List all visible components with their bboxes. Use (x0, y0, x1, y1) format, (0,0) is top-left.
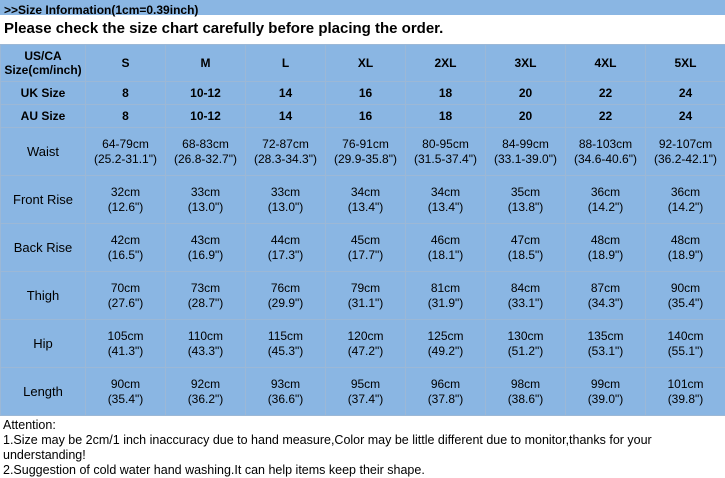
measure-inch: (41.3") (87, 344, 164, 359)
measure-cm: 64-79cm (87, 137, 164, 152)
uk-size-value: 22 (566, 82, 646, 105)
table-row (1, 176, 725, 224)
measure-cell (566, 272, 646, 320)
measure-cell (86, 272, 166, 320)
measure-cell (406, 176, 486, 224)
measure-cell (86, 224, 166, 272)
measure-inch: (39.8") (647, 392, 724, 407)
measure-inch: (53.1") (567, 344, 644, 359)
measure-cm: 45cm (327, 233, 404, 248)
measure-cm: 32cm (87, 185, 164, 200)
measure-cell (566, 368, 646, 416)
measure-cm: 120cm (327, 329, 404, 344)
uk-size-value: 24 (646, 82, 725, 105)
measure-cell (246, 128, 326, 176)
measure-cell (566, 224, 646, 272)
measure-cm: 115cm (247, 329, 324, 344)
measure-cell (486, 176, 566, 224)
measure-cm: 34cm (327, 185, 404, 200)
measure-cm: 99cm (567, 377, 644, 392)
measure-inch: (39.0") (567, 392, 644, 407)
measure-cell (406, 128, 486, 176)
measure-cell (246, 176, 326, 224)
measure-cm: 90cm (87, 377, 164, 392)
measure-cm: 84cm (487, 281, 564, 296)
measure-inch: (36.6") (247, 392, 324, 407)
table-row (1, 128, 725, 176)
measure-inch: (47.2") (327, 344, 404, 359)
measure-cm: 36cm (647, 185, 724, 200)
size-header-5xl: 5XL (646, 45, 725, 82)
measure-cell (646, 368, 725, 416)
measure-cell (166, 176, 246, 224)
table-row (1, 368, 725, 416)
measure-cell (486, 128, 566, 176)
measure-cell (406, 272, 486, 320)
measure-inch: (55.1") (647, 344, 724, 359)
au-size-value: 10-12 (166, 105, 246, 128)
measure-label: Front Rise (1, 176, 86, 224)
measure-inch: (26.8-32.7") (167, 152, 244, 167)
measure-cell (646, 128, 725, 176)
measure-cell (406, 320, 486, 368)
measure-inch: (31.9") (407, 296, 484, 311)
measure-cm: 84-99cm (487, 137, 564, 152)
size-header-2xl: 2XL (406, 45, 486, 82)
measure-cm: 96cm (407, 377, 484, 392)
uk-size-value: 10-12 (166, 82, 246, 105)
measure-cm: 68-83cm (167, 137, 244, 152)
measure-inch: (16.9") (167, 248, 244, 263)
measure-cell (406, 224, 486, 272)
measure-cell (646, 272, 725, 320)
measure-cell (326, 224, 406, 272)
measure-inch: (45.3") (247, 344, 324, 359)
measure-cm: 79cm (327, 281, 404, 296)
measure-cm: 98cm (487, 377, 564, 392)
measure-cm: 70cm (87, 281, 164, 296)
measure-cm: 90cm (647, 281, 724, 296)
measure-cm: 101cm (647, 377, 724, 392)
attention-note-2: 2.Suggestion of cold water hand washing.It can help items keep their shape. (3, 463, 722, 478)
measure-cm: 47cm (487, 233, 564, 248)
measure-inch: (37.8") (407, 392, 484, 407)
measure-cm: 35cm (487, 185, 564, 200)
size-header-l: L (246, 45, 326, 82)
measure-cm: 33cm (167, 185, 244, 200)
measure-cell (86, 320, 166, 368)
measure-cm: 76cm (247, 281, 324, 296)
measure-inch: (13.4") (327, 200, 404, 215)
measure-inch: (25.2-31.1") (87, 152, 164, 167)
measure-inch: (34.6-40.6") (567, 152, 644, 167)
measure-inch: (31.5-37.4") (407, 152, 484, 167)
measure-cm: 34cm (407, 185, 484, 200)
measure-cm: 80-95cm (407, 137, 484, 152)
measure-cm: 43cm (167, 233, 244, 248)
measure-inch: (51.2") (487, 344, 564, 359)
measure-cell (86, 368, 166, 416)
measure-cell (566, 176, 646, 224)
measure-cm: 87cm (567, 281, 644, 296)
measure-label: Length (1, 368, 86, 416)
size-information-banner: >>Size Information(1cm=0.39inch) (0, 0, 725, 15)
measure-cm: 88-103cm (567, 137, 644, 152)
measure-cell (166, 272, 246, 320)
measure-inch: (16.5") (87, 248, 164, 263)
measure-label: Back Rise (1, 224, 86, 272)
measure-cell (246, 224, 326, 272)
au-size-value: 24 (646, 105, 725, 128)
attention-title: Attention: (3, 418, 722, 433)
table-row (1, 224, 725, 272)
measure-cm: 110cm (167, 329, 244, 344)
measure-cm: 130cm (487, 329, 564, 344)
measure-cell (486, 320, 566, 368)
measure-inch: (18.5") (487, 248, 564, 263)
measure-cell (486, 272, 566, 320)
size-header-xl: XL (326, 45, 406, 82)
measure-cell (486, 368, 566, 416)
measure-cm: 48cm (567, 233, 644, 248)
size-chart-table (0, 44, 725, 416)
measure-cell (86, 176, 166, 224)
attention-note-1: 1.Size may be 2cm/1 inch inaccuracy due to hand measure,Color may be little different due to monitor,thanks for your understanding! (3, 433, 722, 463)
measure-cell (646, 320, 725, 368)
table-corner-label (1, 45, 86, 82)
measure-cm: 81cm (407, 281, 484, 296)
measure-cell (406, 368, 486, 416)
measure-cell (566, 320, 646, 368)
measure-cm: 42cm (87, 233, 164, 248)
measure-cell (86, 128, 166, 176)
measure-inch: (49.2") (407, 344, 484, 359)
measure-cm: 95cm (327, 377, 404, 392)
measure-inch: (13.0") (167, 200, 244, 215)
table-row (1, 320, 725, 368)
measure-inch: (33.1-39.0") (487, 152, 564, 167)
measure-inch: (17.7") (327, 248, 404, 263)
measure-cell (646, 224, 725, 272)
measure-cell (646, 176, 725, 224)
measure-inch: (18.1") (407, 248, 484, 263)
table-header-row (1, 45, 725, 82)
uk-size-value: 18 (406, 82, 486, 105)
measure-inch: (13.0") (247, 200, 324, 215)
size-header-m: M (166, 45, 246, 82)
measure-inch: (33.1") (487, 296, 564, 311)
measure-cell (326, 272, 406, 320)
measure-cm: 36cm (567, 185, 644, 200)
measure-cell (326, 320, 406, 368)
measure-cm: 72-87cm (247, 137, 324, 152)
measure-cm: 44cm (247, 233, 324, 248)
size-header-3xl: 3XL (486, 45, 566, 82)
corner-label-line1: US/CA (24, 49, 61, 63)
measure-cm: 76-91cm (327, 137, 404, 152)
measure-cm: 46cm (407, 233, 484, 248)
measure-cell (166, 320, 246, 368)
measure-inch: (17.3") (247, 248, 324, 263)
au-size-value: 18 (406, 105, 486, 128)
measure-label: Waist (1, 128, 86, 176)
uk-size-label: UK Size (1, 82, 86, 105)
measure-inch: (35.4") (647, 296, 724, 311)
measure-inch: (29.9-35.8") (327, 152, 404, 167)
uk-size-value: 20 (486, 82, 566, 105)
measure-inch: (13.8") (487, 200, 564, 215)
uk-size-value: 16 (326, 82, 406, 105)
corner-label-line2: Size(cm/inch) (4, 63, 81, 77)
table-row (1, 272, 725, 320)
measure-inch: (38.6") (487, 392, 564, 407)
au-size-value: 8 (86, 105, 166, 128)
measure-inch: (14.2") (647, 200, 724, 215)
measure-cell (326, 128, 406, 176)
measure-cm: 93cm (247, 377, 324, 392)
measure-inch: (34.3") (567, 296, 644, 311)
attention-block (0, 416, 725, 478)
measure-cell (166, 368, 246, 416)
measure-cell (486, 224, 566, 272)
size-header-s: S (86, 45, 166, 82)
measure-inch: (31.1") (327, 296, 404, 311)
uk-size-value: 8 (86, 82, 166, 105)
measure-cm: 125cm (407, 329, 484, 344)
au-size-value: 22 (566, 105, 646, 128)
size-header-4xl: 4XL (566, 45, 646, 82)
measure-cm: 33cm (247, 185, 324, 200)
measure-inch: (18.9") (567, 248, 644, 263)
au-size-value: 16 (326, 105, 406, 128)
measure-cell (326, 368, 406, 416)
measure-inch: (36.2") (167, 392, 244, 407)
measure-cell (166, 128, 246, 176)
measure-inch: (12.6") (87, 200, 164, 215)
measure-inch: (37.4") (327, 392, 404, 407)
measure-inch: (14.2") (567, 200, 644, 215)
measure-inch: (35.4") (87, 392, 164, 407)
measure-inch: (13.4") (407, 200, 484, 215)
measure-cm: 140cm (647, 329, 724, 344)
measure-inch: (36.2-42.1") (647, 152, 724, 167)
measure-label: Hip (1, 320, 86, 368)
au-size-label: AU Size (1, 105, 86, 128)
measure-cm: 105cm (87, 329, 164, 344)
measure-cell (246, 272, 326, 320)
measure-cell (566, 128, 646, 176)
measure-cm: 73cm (167, 281, 244, 296)
measure-inch: (29.9") (247, 296, 324, 311)
measure-cell (246, 368, 326, 416)
measure-inch: (43.3") (167, 344, 244, 359)
au-size-value: 14 (246, 105, 326, 128)
measure-cell (326, 176, 406, 224)
measure-cm: 92-107cm (647, 137, 724, 152)
page-subtitle: Please check the size chart carefully before placing the order. (0, 15, 725, 44)
measure-cell (166, 224, 246, 272)
measure-cm: 92cm (167, 377, 244, 392)
measure-inch: (28.7") (167, 296, 244, 311)
uk-size-value: 14 (246, 82, 326, 105)
measure-inch: (28.3-34.3") (247, 152, 324, 167)
measure-inch: (27.6") (87, 296, 164, 311)
measure-cm: 48cm (647, 233, 724, 248)
measure-inch: (18.9") (647, 248, 724, 263)
measure-label: Thigh (1, 272, 86, 320)
uk-size-row (1, 82, 725, 105)
measure-cm: 135cm (567, 329, 644, 344)
measure-cell (246, 320, 326, 368)
au-size-row (1, 105, 725, 128)
au-size-value: 20 (486, 105, 566, 128)
